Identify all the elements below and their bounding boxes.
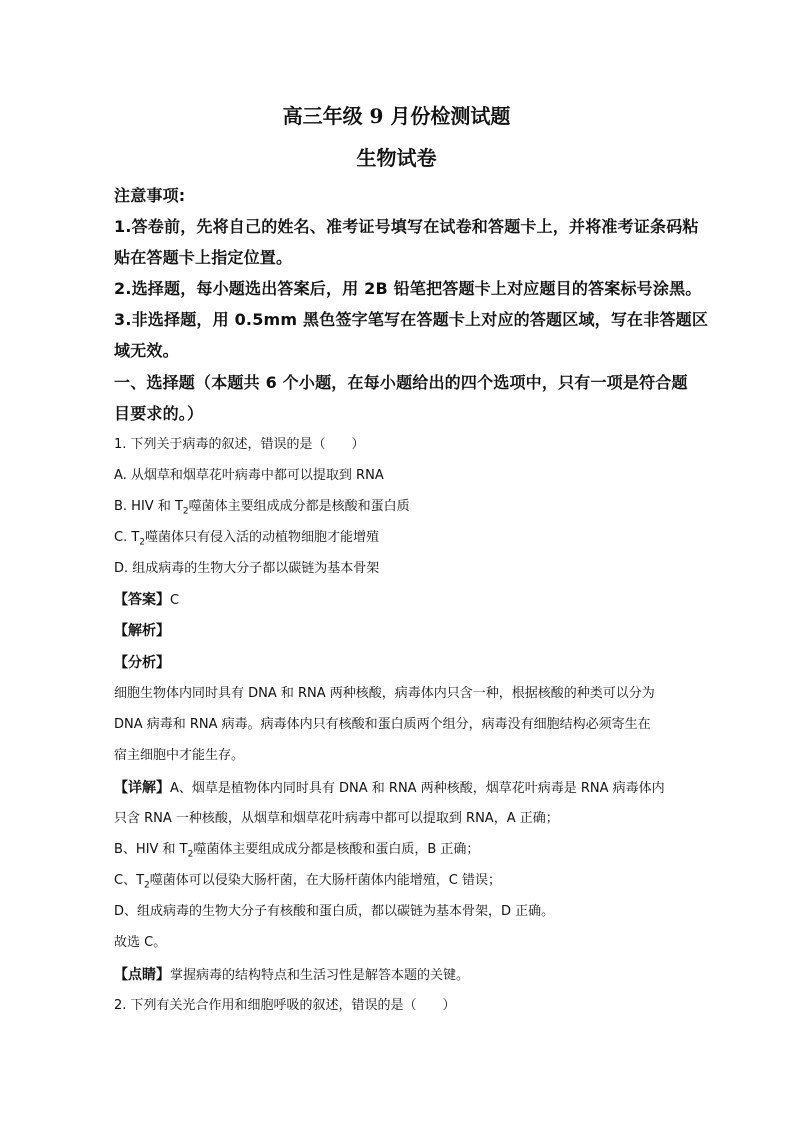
- question-1-option-d: D. 组成病毒的生物大分子都以碳链为基本骨架: [114, 561, 380, 576]
- detail-d: D、组成病毒的生物大分子有核酸和蛋白质，都以碳链为基本骨架，D 正确。: [114, 904, 555, 919]
- fenxi-line-2: DNA 病毒和 RNA 病毒。病毒体内只有核酸和蛋白质两个组分，病毒没有细胞结构必须寄生在: [114, 717, 651, 732]
- answer-line: [114, 591, 179, 610]
- notice-item-1-line-1: 1.答卷前，先将自己的姓名、准考证号填写在试卷和答题卡上，并将准考证条码粘: [114, 217, 699, 236]
- conclusion: 故选 C。: [114, 935, 167, 950]
- exam-title: 高三年级 9 月份检测试题: [282, 104, 511, 128]
- detail-c: C、$T_2$噬菌体可以侵染大肠杆菌，在大肠杆菌体内能增殖，C 错误；: [114, 873, 501, 891]
- question-1-option-c: C. $T_2$噬菌体只有侵入活的动植物细胞才能增殖: [114, 530, 380, 548]
- notice-item-3-line-2: 域无效。: [114, 341, 179, 360]
- question-2-stem: 2. 下列有关光合作用和细胞呼吸的叙述，错误的是（ ）: [114, 998, 456, 1013]
- fenxi-line-3: 宿主细胞中才能生存。: [114, 748, 245, 763]
- exam-subtitle: 生物试卷: [356, 146, 437, 170]
- detail-b: B、HIV 和 $T_2$噬菌体主要组成成分都是核酸和蛋白质，B 正确；: [114, 842, 480, 860]
- answer-tag: 【答案】: [114, 592, 170, 608]
- xiangjie-tag: 【详解】: [114, 780, 170, 796]
- xiangjie-line-1: 【详解】A、烟草是植物体内同时具有 DNA 和 RNA 两种核酸，烟草花叶病毒是 RNA 病毒体内: [114, 780, 665, 796]
- fenxi-tag: 【分析】: [114, 655, 170, 671]
- question-1-option-a: A. 从烟草和烟草花叶病毒中都可以提取到 RNA: [114, 468, 384, 483]
- question-1-option-b: B. HIV 和 $T_2$噬菌体主要组成成分都是核酸和蛋白质: [114, 499, 410, 517]
- section-heading-line-1: 一、选择题（本题共 6 个小题，在每小题给出的四个选项中，只有一项是符合题: [114, 373, 688, 392]
- section-heading-line-2: 目要求的。）: [114, 404, 204, 423]
- answer-value: C: [170, 593, 180, 608]
- notice-heading: 注意事项:: [114, 186, 186, 205]
- question-1-stem: 1. 下列关于病毒的叙述，错误的是（ ）: [114, 437, 365, 452]
- dianjing-line: 【点睛】掌握病毒的结构特点和生活习性是解答本题的关键。: [114, 967, 470, 983]
- dianjing-tag: 【点睛】: [114, 967, 170, 983]
- xiangjie-line-2: 只含 RNA 一种核酸，从烟草和烟草花叶病毒中都可以提取到 RNA，A 正确；: [114, 811, 559, 826]
- fenxi-line-1: 细胞生物体内同时具有 DNA 和 RNA 两种核酸，病毒体内只含一种，根据核酸的种类可以分为: [114, 686, 655, 701]
- notice-item-1-line-2: 贴在答题卡上指定位置。: [114, 248, 293, 267]
- notice-item-3-line-1: 3.非选择题，用 0.5mm 黑色签字笔写在答题卡上对应的答题区域，写在非答题区: [114, 310, 709, 329]
- notice-item-2: 2.选择题，每小题选出答案后，用 2B 铅笔把答题卡上对应题目的答案标号涂黑。: [114, 279, 702, 298]
- jiexi-tag: 【解析】: [114, 623, 170, 639]
